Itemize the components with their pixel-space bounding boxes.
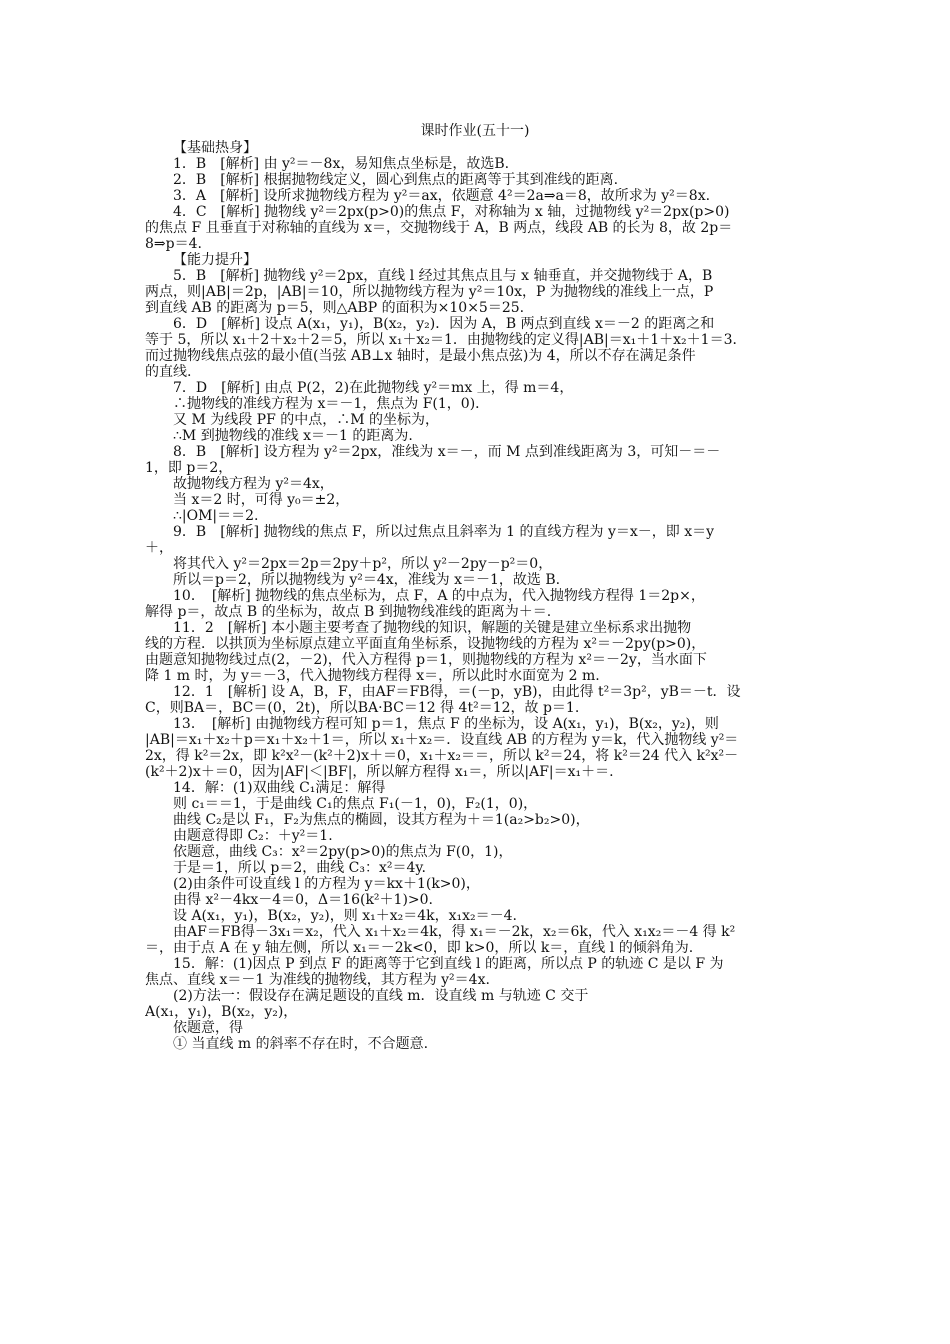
text-line: (2)方法一：假设存在满足题设的直线 m．设直线 m 与轨迹 C 交于 [173,988,589,1004]
text-line: 的直线. [145,364,192,380]
text-line: 当 x＝2 时，可得 y₀＝±2， [173,492,350,508]
text-line: 线的方程．以拱顶为坐标原点建立平面直角坐标系，设抛物线的方程为 x²＝－2py(p>0)， [145,636,706,652]
text-line: ＋， [145,540,173,556]
text-line: 由得 x²－4kx－4＝0，Δ＝16(k²＋1)>0. [173,892,433,908]
text-line: 又 M 为线段 PF 的中点，∴M 的坐标为， [173,412,440,428]
text-line: 由题意得即 C₂：＋y²＝1. [173,828,333,844]
text-line: C，则BA＝，BC＝(0，2t)，所以BA·BC＝12 得 4t²＝12，故 p＝1. [145,700,580,716]
text-line: 7．D [解析] 由点 P(2，2)在此抛物线 y²＝mx 上，得 m＝4， [173,380,574,396]
text-line: ＝，由于点 A 在 y 轴左侧，所以 x₁＝－2k<0，即 k>0，所以 k＝，直线 l 的倾斜角为. [145,940,694,956]
text-line: 13． [解析] 由抛物线方程可知 p＝1，焦点 F 的坐标为，设 A(x₁，y₁)，B(x₂，y₂)，则 [173,716,719,732]
text-line: 依题意，曲线 C₃：x²＝2py(p>0)的焦点为 F(0，1)， [173,844,513,860]
text-line: 【能力提升】 [173,252,257,268]
text-line: 2．B [解析] 根据抛物线定义，圆心到焦点的距离等于其到准线的距离. [173,172,619,188]
text-line: ∴抛物线的准线方程为 x＝－1，焦点为 F(1，0)． [173,396,490,412]
text-line: 设 A(x₁，y₁)，B(x₂，y₂)，则 x₁＋x₂＝4k，x₁x₂＝－4. [173,908,517,924]
text-line: (k²＋2)x＋＝0，因为|AF|＜|BF|，所以解方程得 x₁＝，所以|AF|＝x₁＋＝. [145,764,614,780]
text-line: (2)由条件可设直线 l 的方程为 y＝kx＋1(k>0)， [173,876,480,892]
text-line: 解得 p＝，故点 B 的坐标为，故点 B 到抛物线准线的距离为＋＝. [145,604,552,620]
text-line: 而过抛物线焦点弦的最小值(当弦 AB⊥x 轴时，是最小焦点弦)为 4，所以不存在满足条件 [145,348,696,364]
text-line: 11．2 [解析] 本小题主要考查了抛物线的知识，解题的关键是建立坐标系求出抛物 [173,620,692,636]
page-title: 课时作业(五十一) [420,123,530,139]
text-line: 故抛物线方程为 y²＝4x， [173,476,334,492]
text-line: 曲线 C₂是以 F₁，F₂为焦点的椭圆，设其方程为＋＝1(a₂>b₂>0)， [173,812,590,828]
text-line: 两点，则|AB|＝2p，|AB|＝10，所以抛物线方程为 y²＝10x，P 为抛物线的准线上一点，P [145,284,714,300]
text-line: 所以＝p＝2，所以抛物线为 y²＝4x，准线为 x＝－1，故选 B. [173,572,561,588]
text-line: 9．B [解析] 抛物线的焦点 F，所以过焦点且斜率为 1 的直线方程为 y＝x－，即 x＝y [173,524,715,540]
text-line: 2x，得 k²＝2x，即 k²x²－(k²＋2)x＋＝0，x₁＋x₂＝＝，所以 k²＝24，将 k²＝24 代入 k²x²－ [145,748,739,764]
text-line: 14．解：(1)双曲线 C₁满足：解得 [173,780,386,796]
text-line: 依题意，得 [173,1020,243,1036]
text-line: 由题意知抛物线过点(2，－2)，代入方程得 p＝1，则抛物线的方程为 x²＝－2y，当水面下 [145,652,707,668]
text-line: 【基础热身】 [173,140,257,156]
text-line: 等于 5，所以 x₁＋2＋x₂＋2＝5，所以 x₁＋x₂＝1．由抛物线的定义得|AB|＝x₁＋1＋x₂＋1＝3． [145,332,747,348]
text-line: ∴M 到抛物线的准线 x＝－1 的距离为. [173,428,413,444]
text-line: 15．解：(1)因点 P 到点 F 的距离等于它到直线 l 的距离，所以点 P 的轨迹 C 是以 F 为 [173,956,724,972]
text-line: 到直线 AB 的距离为 p＝5，则△ABP 的面积为×10×5＝25. [145,300,525,316]
text-line: 于是＝1，所以 p＝2，曲线 C₃：x²＝4y. [173,860,426,876]
text-line: 焦点、直线 x＝－1 为准线的抛物线，其方程为 y²＝4x. [145,972,490,988]
text-line: 的焦点 F 且垂直于对称轴的直线为 x＝，交抛物线于 A，B 两点，线段 AB 的长为 8，故 2p＝ [145,220,733,236]
text-line: 4．C [解析] 抛物线 y²＝2px(p>0)的焦点 F，对称轴为 x 轴，过抛物线 y²＝2px(p>0) [173,204,730,220]
text-line: ∴|OM|＝＝2. [173,508,259,524]
text-line: 8⇒p＝4. [145,236,202,252]
text-line: 降 1 m 时，为 y＝－3，代入抛物线方程得 x＝，所以此时水面宽为 2 m. [145,668,600,684]
text-line: |AB|＝x₁＋x₂＋p＝x₁＋x₂＋1＝，所以 x₁＋x₂＝．设直线 AB 的方程为 y＝k，代入抛物线 y²＝ [145,732,739,748]
document-page [145,123,805,1052]
text-line: 3．A [解析] 设所求抛物线方程为 y²＝ax，依题意 4²＝2a⇒a＝8，故所求为 y²＝8x. [173,188,711,204]
text-line: ① 当直线 m 的斜率不存在时，不合题意. [173,1036,429,1052]
text-line: 1．B [解析] 由 y²＝－8x，易知焦点坐标是，故选B. [173,156,510,172]
text-line: 10． [解析] 抛物线的焦点坐标为，点 F，A 的中点为，代入抛物线方程得 1＝2p×， [173,588,705,604]
text-line: 则 c₁＝＝1，于是曲线 C₁的焦点 F₁(－1，0)，F₂(1，0)， [173,796,538,812]
text-line: 1，即 p＝2， [145,460,233,476]
text-line: 由AF＝FB得－3x₁＝x₂，代入 x₁＋x₂＝4k，得 x₁＝－2k，x₂＝6k，代入 x₁x₂＝－4 得 k² [173,924,736,940]
text-line: 5．B [解析] 抛物线 y²＝2px，直线 l 经过其焦点且与 x 轴垂直，并交抛物线于 A，B [173,268,713,284]
solution-text [145,140,805,1052]
text-line: 8．B [解析] 设方程为 y²＝2px，准线为 x＝－，而 M 点到准线距离为 3，可知－＝－ [173,444,721,460]
text-line: 12．1 [解析] 设 A，B，F，由AF＝FB得，＝(－p，yB)，由此得 t²＝3p²，yB＝－t．设 [173,684,741,700]
text-line: A(x₁，y₁)，B(x₂，y₂)， [145,1004,298,1020]
text-line: 将其代入 y²＝2px＝2p＝2py＋p²，所以 y²－2py－p²＝0， [173,556,553,572]
text-line: 6．D [解析] 设点 A(x₁，y₁)，B(x₂，y₂)．因为 A，B 两点到直线 x＝－2 的距离之和 [173,316,715,332]
